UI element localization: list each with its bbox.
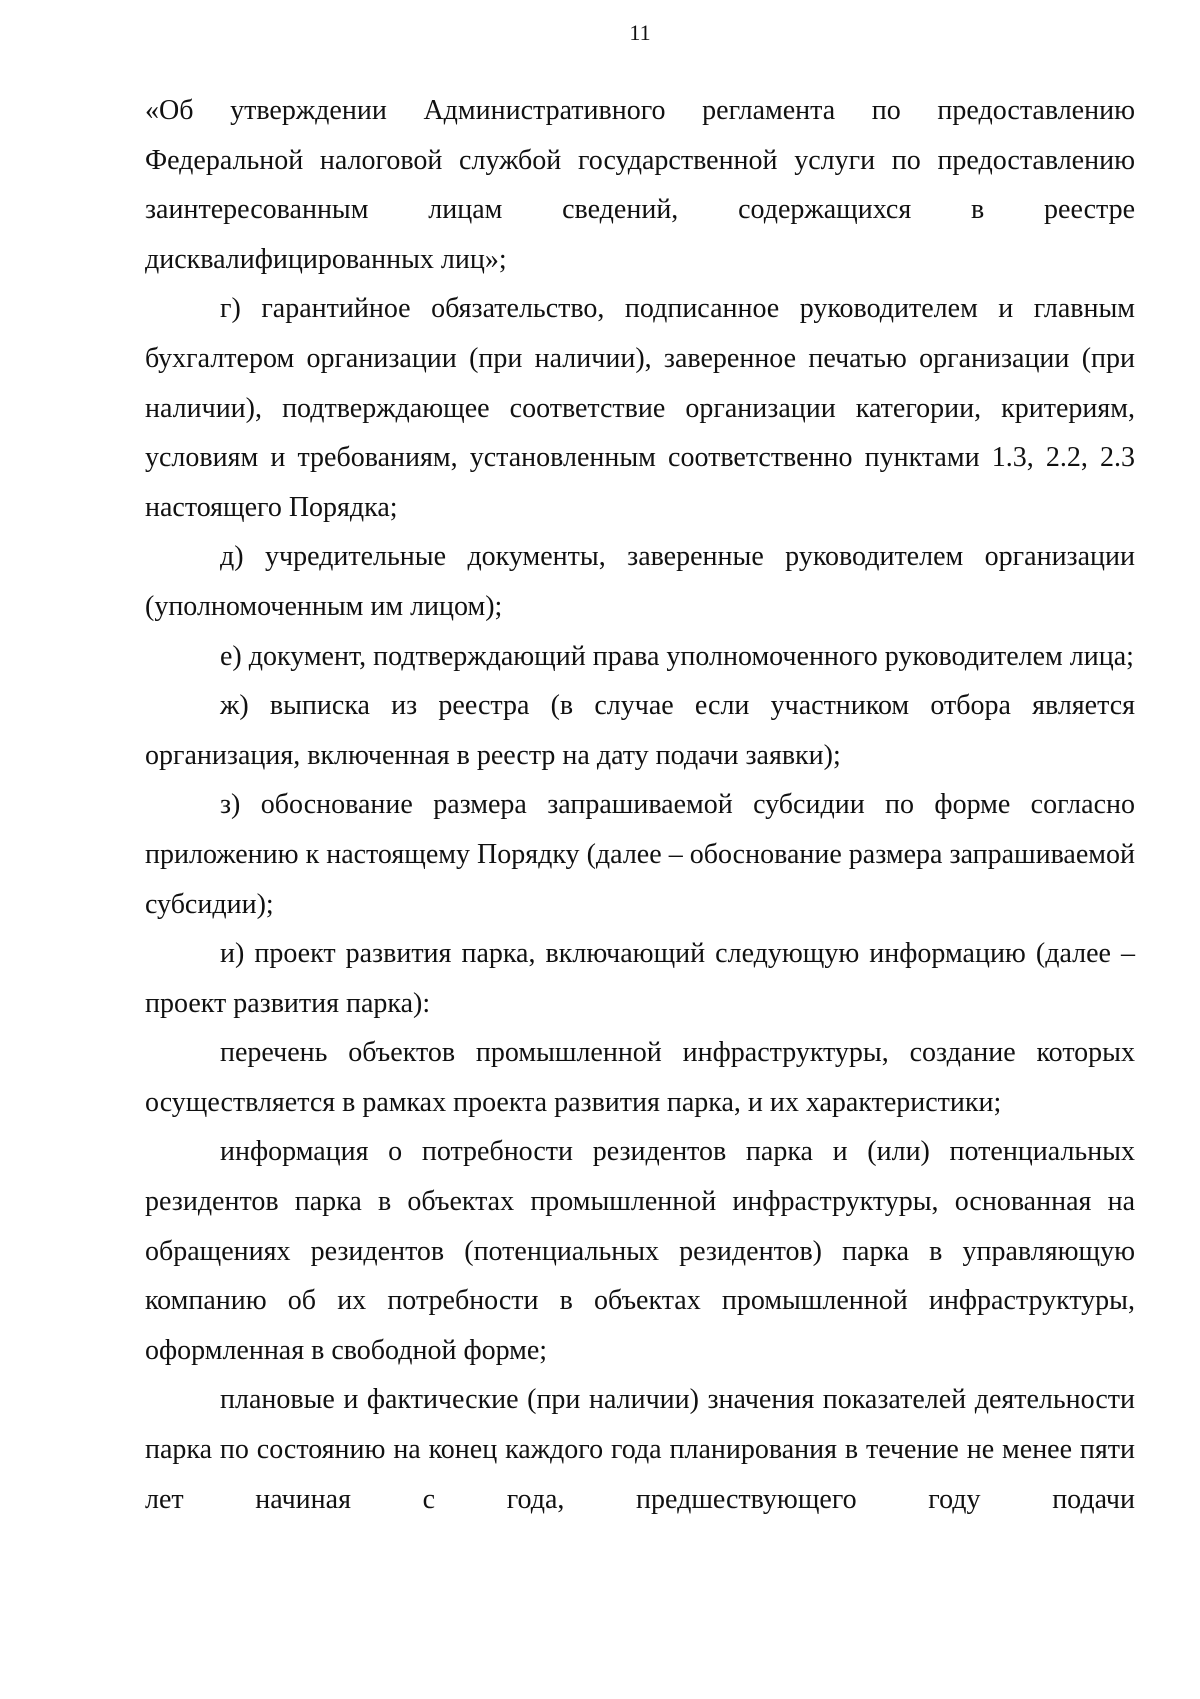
paragraph-regulation-title: «Об утверждении Административного регламента по предоставлению Федеральной налоговой службой государственной услуги по предоставлению заинтересованным лицам сведений, содержащихся в реестре дисквалифицированных лиц»; (145, 95, 1135, 275)
document-body (145, 86, 1135, 1524)
page-number: 11 (629, 20, 651, 45)
paragraph-residents-needs: информация о потребности резидентов парка и (или) потенциальных резидентов парка в объектах промышленной инфраструктуры, основанная на обращениях резидентов (потенциальных резидентов) парка в управляющую компанию об их потребности в объектах промышленной инфраструктуры, оформленная в свободной форме; (145, 1136, 1135, 1366)
paragraph-item-z: з) обоснование размера запрашиваемой субсидии по форме согласно приложению к настоящему Порядку (далее – обоснование размера запрашиваемой субсидии); (145, 789, 1135, 920)
paragraph-item-i: и) проект развития парка, включающий следующую информацию (далее – проект развития парка): (145, 938, 1135, 1019)
paragraph-infrastructure-list: перечень объектов промышленной инфраструктуры, создание которых осуществляется в рамках проекта развития парка, и их характеристики; (145, 1037, 1135, 1118)
paragraph-item-d: д) учредительные документы, заверенные руководителем организации (уполномоченным им лицом); (145, 541, 1135, 622)
paragraph-performance-indicators: плановые и фактические (при наличии) значения показателей деятельности парка по состоянию на конец каждого года планирования в течение не менее пяти лет начиная с года, предшествующего году подачи (145, 1384, 1135, 1515)
paragraph-item-zh: ж) выписка из реестра (в случае если участником отбора является организация, включенная в реестр на дату подачи заявки); (145, 690, 1135, 771)
paragraph-item-e: е) документ, подтверждающий права уполномоченного руководителем лица; (220, 640, 1134, 672)
paragraph-item-g: г) гарантийное обязательство, подписанное руководителем и главным бухгалтером организации (при наличии), заверенное печатью организации (при наличии), подтверждающее соответствие организации категории, критериям, условиям и требованиям, установленным соответственно пунктами 1.3, 2.2, 2.3 настоящего Порядка; (145, 293, 1135, 523)
